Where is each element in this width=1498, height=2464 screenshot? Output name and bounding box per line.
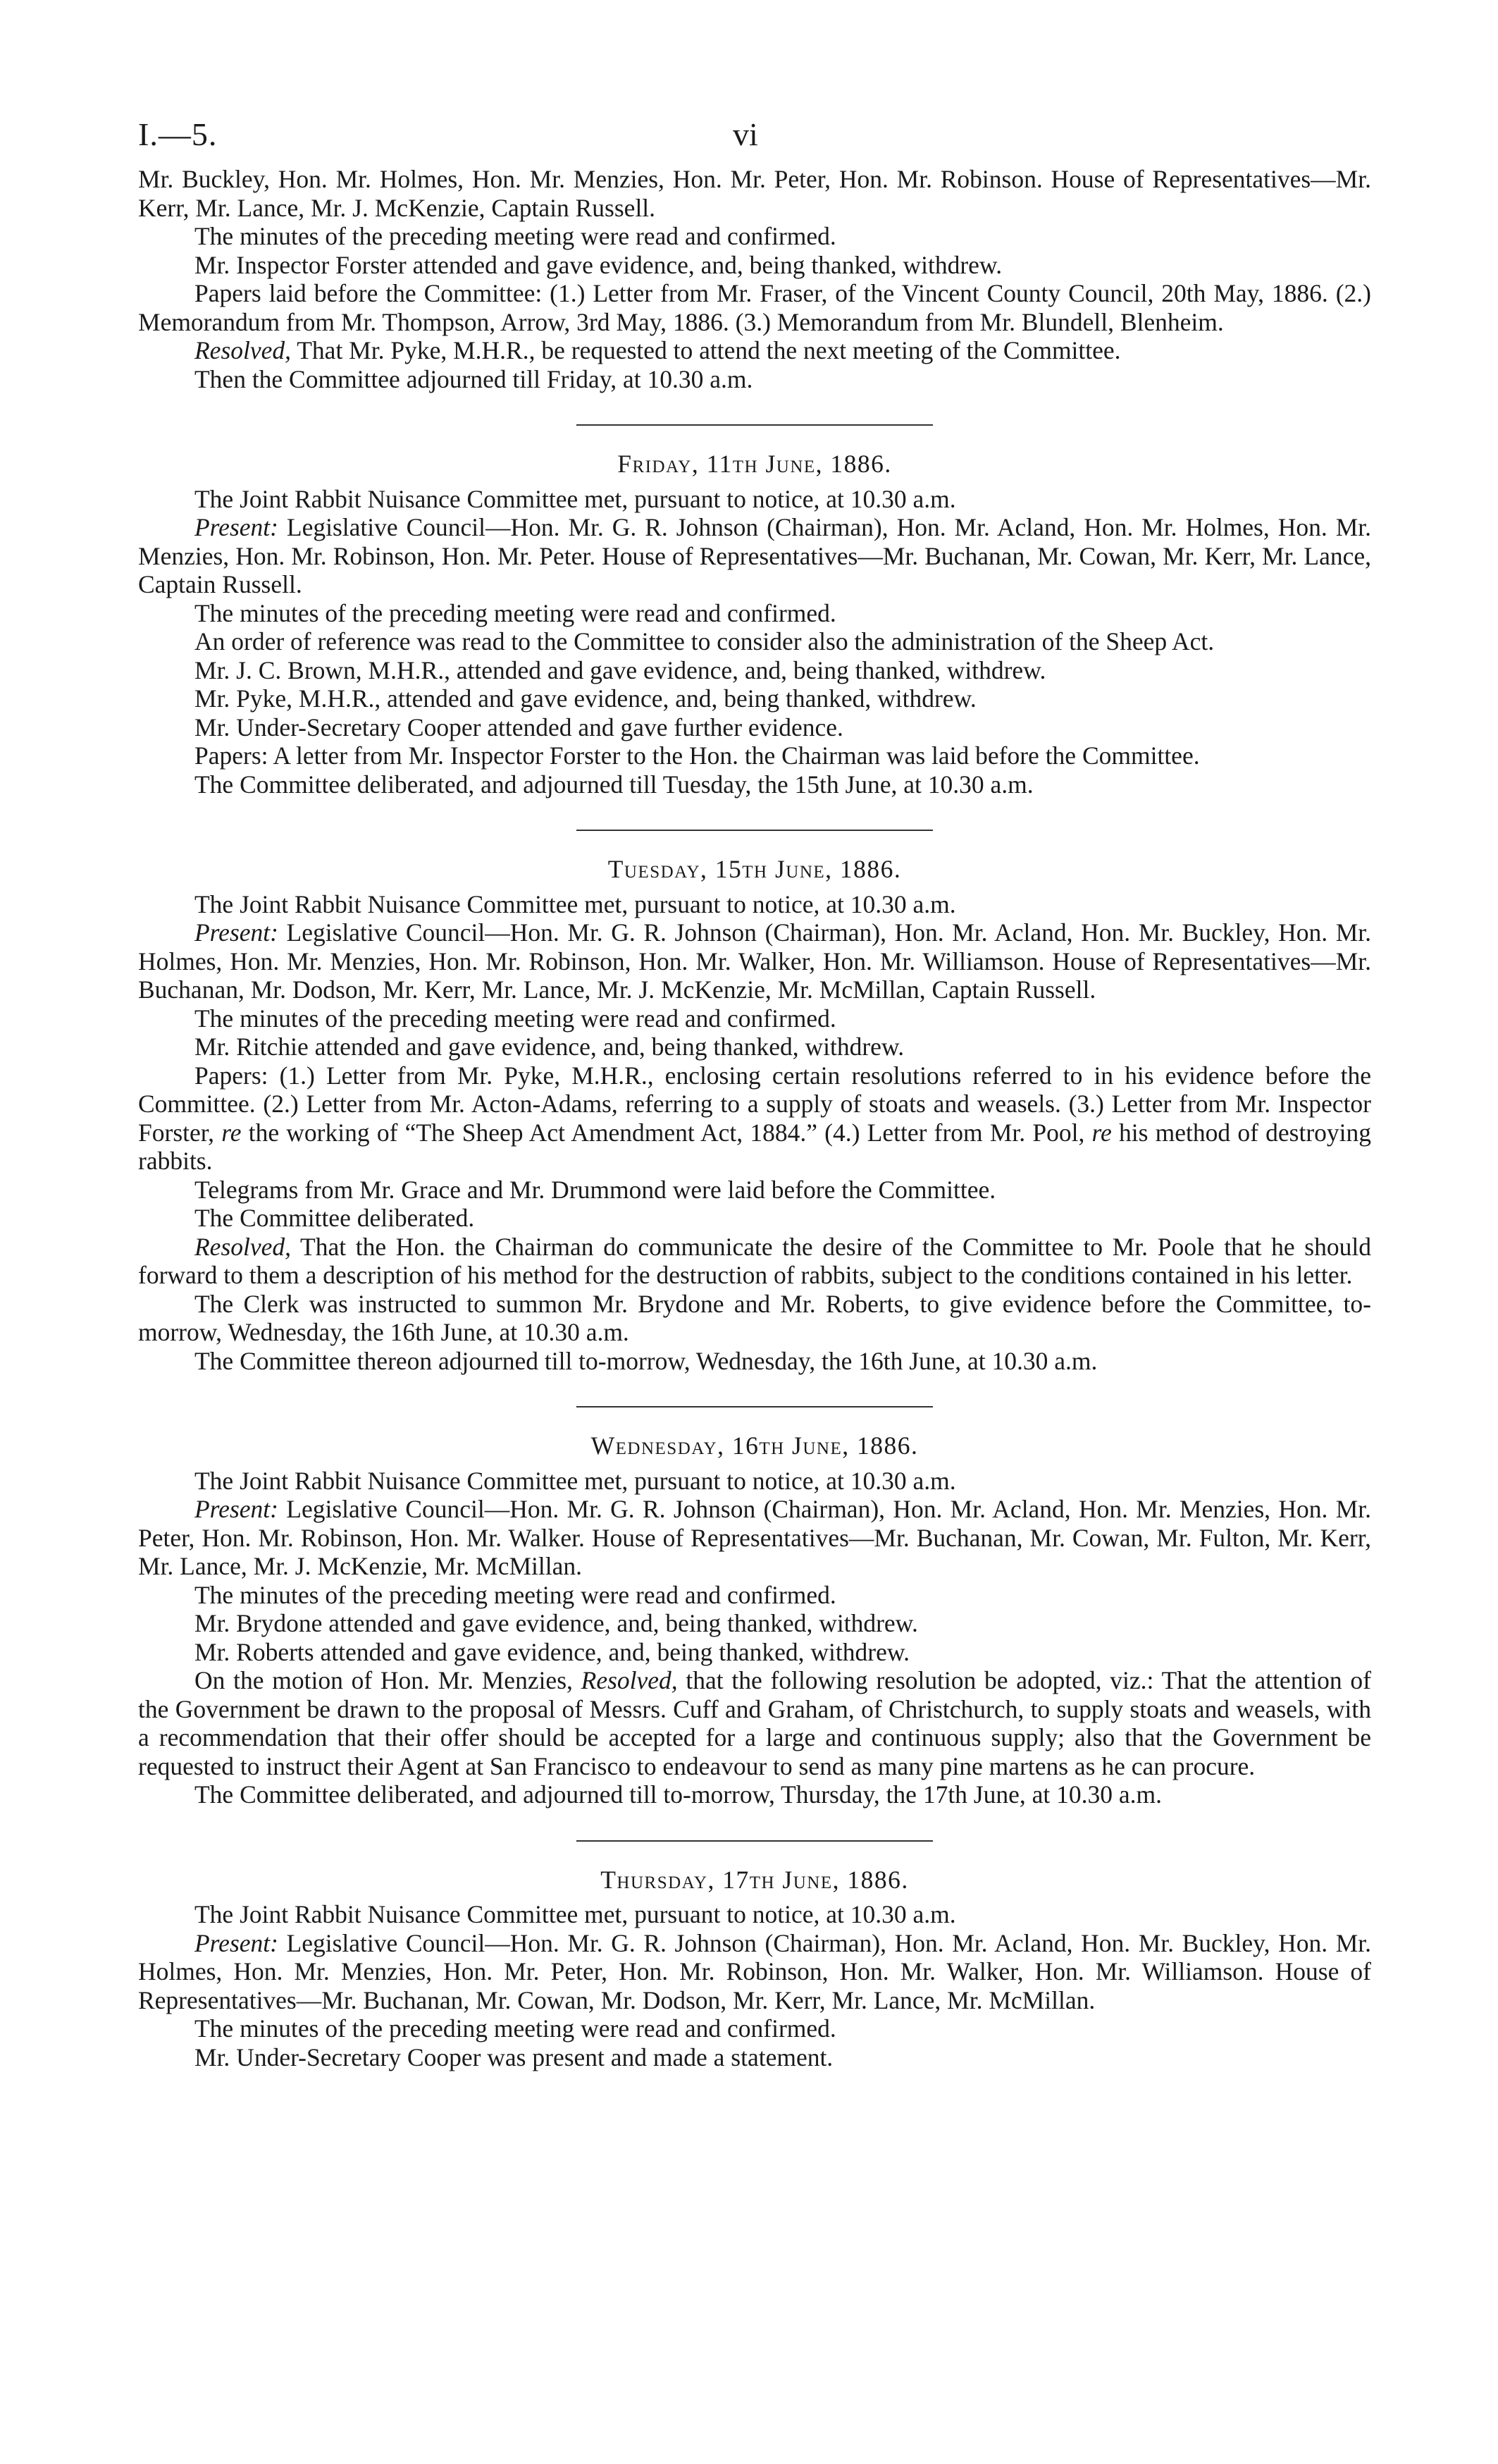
present-text: Legislative Council—Hon. Mr. G. R. Johnson (Chairman), Hon. Mr. Acland, Hon. Mr. Buckley, Hon. Mr. Holmes, Hon. Mr. Menzies, Hon. Mr. Peter, Hon. Mr. Robinson, Hon. Mr. Walker, Hon. Mr. Williamson. House of Representatives—Mr. Buchanan, Mr. Cowan, Mr. Dodson, Mr. Kerr, Mr. Lance, Mr. McMillan.: [138, 1928, 1371, 2014]
paragraph-adjournment: The Committee deliberated, and adjourned till Tuesday, the 15th June, at 10.30 a.m.: [194, 770, 1034, 799]
section-heading: Friday, 11th June, 1886.: [617, 450, 892, 478]
papers-text: his method of destroying rabbits.: [138, 1118, 1371, 1175]
page-number: vi: [733, 116, 758, 152]
paragraph-present: [138, 918, 1371, 1004]
paragraph-telegrams: Telegrams from Mr. Grace and Mr. Drummond were laid before the Committee.: [194, 1175, 996, 1204]
paragraph-evidence: Mr. Ritchie attended and gave evidence, and, being thanked, withdrew.: [194, 1033, 905, 1061]
paragraph-adjournment: Then the Committee adjourned till Friday, at 10.30 a.m.: [194, 364, 753, 393]
section-tuesday: [138, 855, 1371, 1375]
paragraph-evidence: Mr. Roberts attended and gave evidence, and, being thanked, withdrew.: [194, 1637, 910, 1666]
present-text: Legislative Council—Hon. Mr. G. R. Johnson (Chairman), Hon. Mr. Acland, Hon. Mr. Buckley, Hon. Mr. Holmes, Hon. Mr. Menzies, Hon. Mr. Robinson, Hon. Mr. Walker, Hon. Mr. Williamson. House of Representatives—Mr. Buchanan, Mr. Dodson, Mr. Kerr, Mr. Lance, Mr. J. McKenzie, Mr. McMillan, Captain Russell.: [138, 918, 1371, 1004]
section-divider: [576, 1840, 933, 1842]
papers-text: Papers: (1.) Letter from Mr. Pyke, M.H.R., enclosing certain resolutions referred to in his evidence before the Committee. (2.) Letter from Mr. Acton-Adams, referring to a supply of stoats and weasels. (3.) Letter from Mr. Inspector Forster,: [138, 1061, 1371, 1147]
present-text: Legislative Council—Hon. Mr. G. R. Johnson (Chairman), Hon. Mr. Acland, Hon. Mr. Menzies, Hon. Mr. Peter, Hon. Mr. Robinson, Hon. Mr. Walker. House of Representatives—Mr. Buchanan, Mr. Cowan, Mr. Fulton, Mr. Kerr, Mr. Lance, Mr. J. McKenzie, Mr. McMillan.: [138, 1495, 1371, 1580]
section-divider: [576, 424, 933, 426]
resolution-text: that the following resolution be adopted, viz.: That the attention of the Government be drawn to the proposal of Messrs. Cuff and Graham, of Christchurch, to supply stoats and weasels, with a recommendation that their offer should be accepted for a large and continuous supply; also that the Government be requested to instruct their Agent at San Francisco to endeavour to send as many pine martens as he can procure.: [138, 1666, 1371, 1780]
section-heading: Thursday, 17th June, 1886.: [600, 1865, 909, 1894]
section-divider: [576, 830, 933, 831]
paragraph-adjournment: The Committee deliberated, and adjourned till to-morrow, Thursday, the 17th June, at 10.30 a.m.: [194, 1780, 1162, 1809]
present-label: Present:: [194, 513, 278, 541]
paragraph-present: [138, 513, 1371, 599]
paragraph-attendees: Mr. Buckley, Hon. Mr. Holmes, Hon. Mr. Menzies, Hon. Mr. Peter, Hon. Mr. Robinson. House of Representatives—Mr. Kerr, Mr. Lance, Mr. J. McKenzie, Captain Russell.: [138, 165, 1371, 222]
re-label: re: [1091, 1118, 1112, 1147]
paragraph-minutes: The minutes of the preceding meeting were read and confirmed.: [194, 1580, 836, 1609]
resolved-label: Resolved,: [194, 1232, 292, 1261]
section-continuation: [138, 165, 1371, 393]
paragraph-order: An order of reference was read to the Committee to consider also the administration of the Sheep Act.: [194, 627, 1215, 655]
paragraph-minutes: The minutes of the preceding meeting were read and confirmed.: [194, 598, 836, 627]
section-heading: Tuesday, 15th June, 1886.: [607, 855, 902, 883]
present-label: Present:: [194, 1495, 278, 1523]
paragraph-resolution: [138, 1233, 1371, 1290]
paragraph-evidence: Mr. Pyke, M.H.R., attended and gave evidence, and, being thanked, withdrew.: [194, 684, 977, 713]
paragraph-meeting: The Joint Rabbit Nuisance Committee met, pursuant to notice, at 10.30 a.m.: [194, 484, 956, 513]
paragraph-meeting: The Joint Rabbit Nuisance Committee met, pursuant to notice, at 10.30 a.m.: [194, 1900, 956, 1928]
section-wednesday: [138, 1431, 1371, 1809]
paragraph-present: [138, 1929, 1371, 2015]
section-thursday: [138, 1866, 1371, 2072]
paragraph-papers: [138, 1061, 1371, 1176]
paragraph-meeting: The Joint Rabbit Nuisance Committee met, pursuant to notice, at 10.30 a.m.: [194, 1466, 956, 1495]
section-friday: [138, 450, 1371, 799]
paragraph-evidence: Mr. Brydone attended and gave evidence, and, being thanked, withdrew.: [194, 1609, 918, 1637]
papers-text: the working of “The Sheep Act Amendment Act, 1884.” (4.) Letter from Mr. Pool,: [241, 1118, 1092, 1147]
paragraph-minutes: The minutes of the preceding meeting were read and confirmed.: [194, 2014, 836, 2043]
section-heading: Wednesday, 16th June, 1886.: [590, 1431, 919, 1460]
page-reference: I.—5.: [138, 116, 218, 152]
paragraph-papers: Papers: A letter from Mr. Inspector Forster to the Hon. the Chairman was laid before the Committee.: [194, 741, 1200, 770]
paragraph-clerk: The Clerk was instructed to summon Mr. Brydone and Mr. Roberts, to give evidence before the Committee, to-morrow, Wednesday, the 16th June, at 10.30 a.m.: [138, 1289, 1371, 1346]
paragraph-statement: Mr. Under-Secretary Cooper was present and made a statement.: [194, 2043, 834, 2071]
paragraph-resolution: [138, 336, 1371, 365]
paragraph-present: [138, 1495, 1371, 1581]
paragraph-deliberated: The Committee deliberated.: [194, 1204, 475, 1232]
paragraph-resolution: [138, 1666, 1371, 1780]
paragraph-minutes: The minutes of the preceding meeting were read and confirmed.: [194, 222, 836, 250]
paragraph-evidence: Mr. Under-Secretary Cooper attended and gave further evidence.: [194, 713, 843, 741]
section-divider: [576, 1406, 933, 1407]
paragraph-papers: Papers laid before the Committee: (1.) Letter from Mr. Fraser, of the Vincent County Council, 20th May, 1886. (2.) Memorandum from Mr. Thompson, Arrow, 3rd May, 1886. (3.) Memorandum from Mr. Blundell, Blenheim.: [138, 279, 1371, 336]
resolution-text: That the Hon. the Chairman do communicate the desire of the Committee to Mr. Poole that he should forward to them a description of his method for the destruction of rabbits, subject to the conditions contained in his letter.: [138, 1232, 1371, 1289]
paragraph-adjournment: The Committee thereon adjourned till to-morrow, Wednesday, the 16th June, at 10.30 a.m.: [194, 1346, 1098, 1375]
re-label: re: [221, 1118, 242, 1147]
motion-text: On the motion of Hon. Mr. Menzies,: [194, 1666, 581, 1694]
present-text: Legislative Council—Hon. Mr. G. R. Johnson (Chairman), Hon. Mr. Acland, Hon. Mr. Holmes, Hon. Mr. Menzies, Hon. Mr. Robinson, Hon. Mr. Peter. House of Representatives—Mr. Buchanan, Mr. Cowan, Mr. Kerr, Mr. Lance, Captain Russell.: [138, 513, 1371, 598]
resolved-label: Resolved,: [194, 336, 292, 364]
paragraph-meeting: The Joint Rabbit Nuisance Committee met, pursuant to notice, at 10.30 a.m.: [194, 889, 956, 918]
present-label: Present:: [194, 1928, 278, 1957]
resolved-label: Resolved,: [581, 1666, 678, 1694]
present-label: Present:: [194, 918, 278, 947]
paragraph-evidence: Mr. Inspector Forster attended and gave evidence, and, being thanked, withdrew.: [194, 250, 1003, 279]
paragraph-minutes: The minutes of the preceding meeting were read and confirmed.: [194, 1004, 836, 1033]
paragraph-evidence: Mr. J. C. Brown, M.H.R., attended and gave evidence, and, being thanked, withdrew.: [194, 655, 1046, 684]
resolution-text: That Mr. Pyke, M.H.R., be requested to attend the next meeting of the Committee.: [291, 336, 1121, 364]
